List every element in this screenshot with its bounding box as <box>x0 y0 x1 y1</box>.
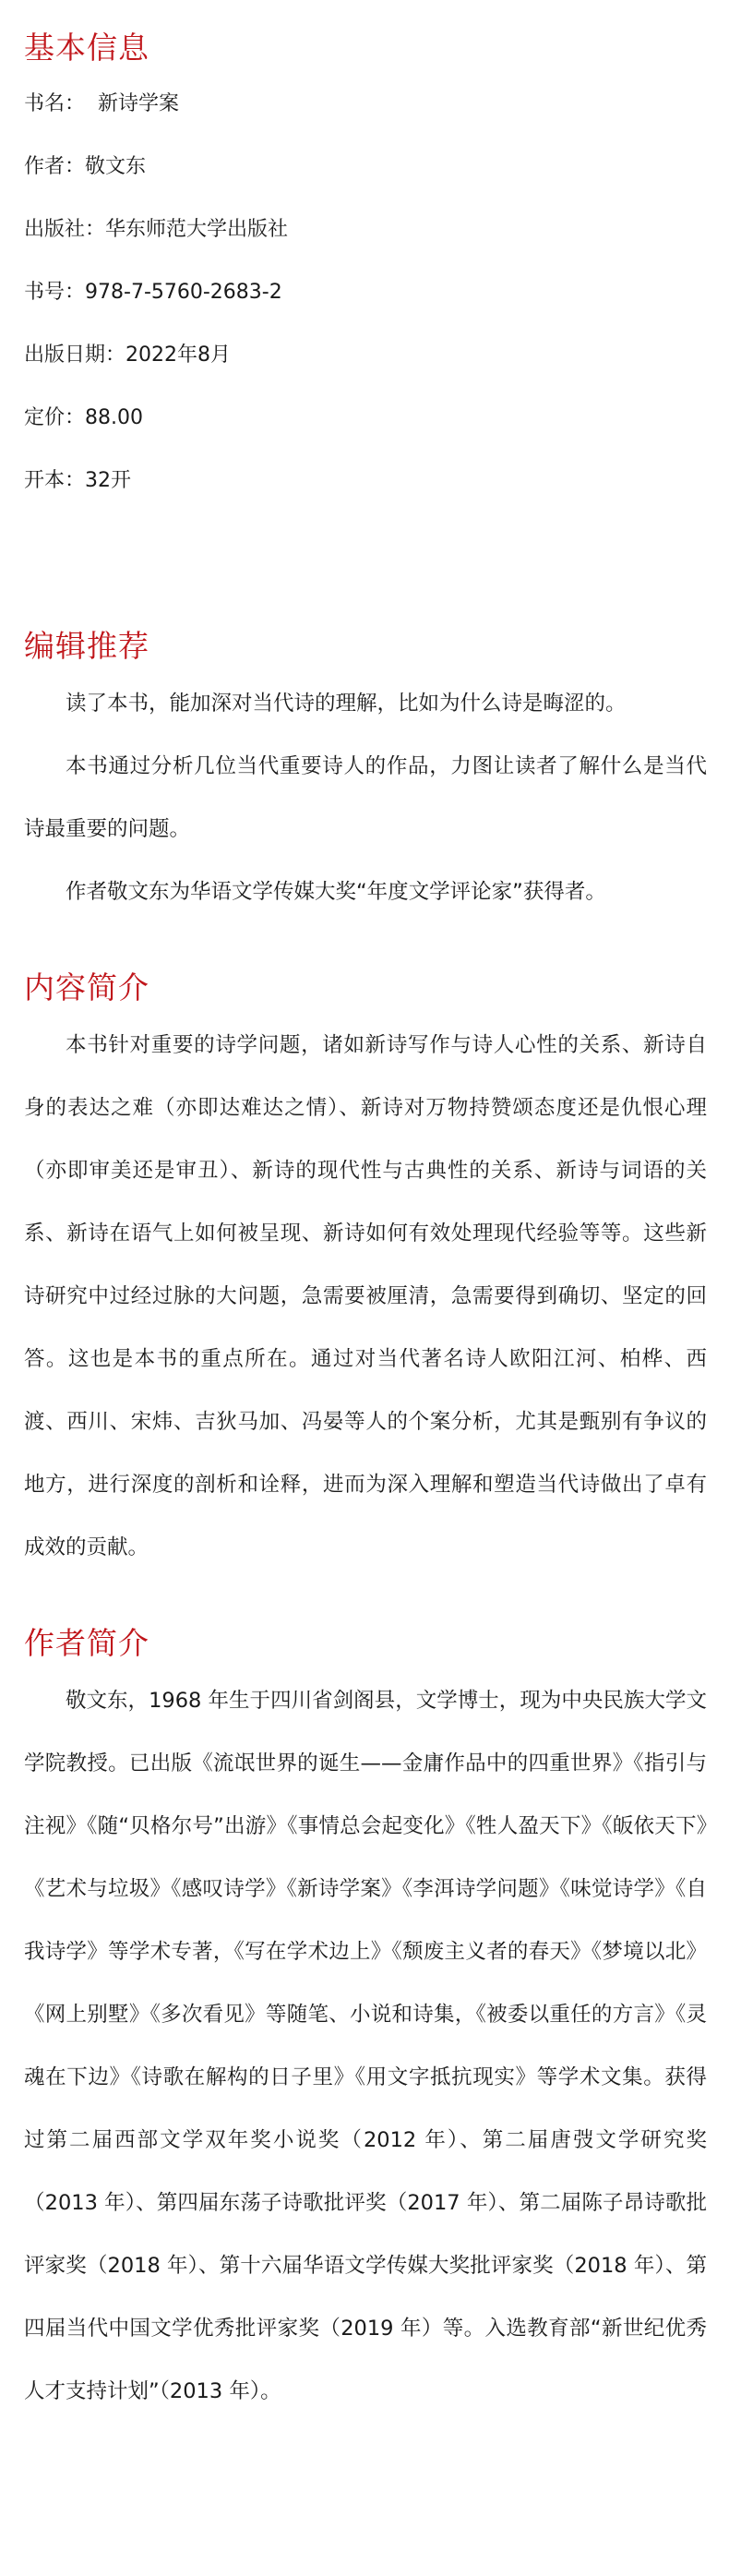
info-row-format <box>24 467 707 495</box>
info-row-publisher <box>24 216 707 244</box>
info-label: 出版社： <box>24 218 106 241</box>
info-row-author <box>24 153 707 181</box>
info-label: 定价： <box>24 406 86 429</box>
info-value: 华东师范大学出版社 <box>105 218 289 241</box>
content-summary-body <box>24 1014 707 1579</box>
summary-paragraph: 本书针对重要的诗学问题，诸如新诗写作与诗人心性的关系、新诗自身的表达之难（亦即达难达之情）、新诗对万物持赞颂态度还是仇恨心理（亦即审美还是审丑）、新诗的现代性与古典性的关系、新诗与词语的关系、新诗在语气上如何被呈现、新诗如何有效处理现代经验等等。这些新诗研究中过经过脉的大问题，急需要被厘清，急需要得到确切、坚定的回答。这也是本书的重点所在。通过对当代著名诗人欧阳江河、柏桦、西渡、西川、宋炜、吉狄马加、冯晏等人的个案分析，尤其是甄别有争议的地方，进行深度的剖析和诠释，进而为深入理解和塑造当代诗做出了卓有成效的贡献。 <box>24 1033 707 1559</box>
basic-info-list <box>24 90 707 495</box>
editor-recommend-section <box>24 626 707 923</box>
author-paragraph: 敬文东，1968 年生于四川省剑阁县，文学博士，现为中央民族大学文学院教授。已出版《流氓世界的诞生——金庸作品中的四重世界》《指引与注视》《随“贝格尔号”出游》《事情总会起变化》《牲人盈天下》《皈依天下》《艺术与垃圾》《感叹诗学》《新诗学案》《李洱诗学问题》《味觉诗学》《自我诗学》等学术专著，《写在学术边上》《颓废主义者的春天》《梦境以北》《网上别墅》《多次看见》等随笔、小说和诗集，《被委以重任的方言》《灵魂在下边》《诗歌在解构的日子里》《用文字抵抗现实》等学术文集。获得过第二届西部文学双年奖小说奖（2012 年）、第二届唐弢文学研究奖（2013 年）、第四届东荡子诗歌批评奖（2017 年）、第二届陈子昂诗歌批评家奖（2018 年）、第十六届华语文学传媒大奖批评家奖（2018 年）、第四届当代中国文学优秀批评家奖（2019 年）等。入选教育部“新世纪优秀人才支持计划”（2013 年）。 <box>24 1689 707 2403</box>
recommend-paragraph: 作者敬文东为华语文学传媒大奖“年度文学评论家”获得者。 <box>66 880 606 904</box>
author-intro-body <box>24 1669 707 2423</box>
editor-recommend-body <box>24 672 707 923</box>
content-summary-section <box>24 968 707 1579</box>
basic-info-heading: 基本信息 <box>24 30 149 66</box>
recommend-paragraph: 本书通过分析几位当代重要诗人的作品，力图让读者了解什么是当代诗最重要的问题。 <box>24 754 707 841</box>
author-intro-heading: 作者简介 <box>24 1625 149 1661</box>
info-label: 书号： <box>24 281 86 304</box>
info-label: 作者： <box>24 155 86 178</box>
basic-info-section <box>24 28 707 582</box>
info-label: 书名： <box>24 92 86 115</box>
info-row-publish-date <box>24 342 707 369</box>
info-row-price <box>24 404 707 432</box>
editor-recommend-heading: 编辑推荐 <box>24 628 149 664</box>
info-value: 新诗学案 <box>85 92 180 115</box>
info-value: 敬文东 <box>85 155 147 178</box>
info-label: 开本： <box>24 469 86 492</box>
info-value: 2022年8月 <box>125 343 232 367</box>
info-row-isbn <box>24 279 707 307</box>
recommend-paragraph: 读了本书，能加深对当代诗的理解，比如为什么诗是晦涩的。 <box>66 692 627 716</box>
content-summary-heading: 内容简介 <box>24 969 149 1005</box>
info-row-title <box>24 90 707 118</box>
info-value: 88.00 <box>85 406 143 429</box>
info-value: 32开 <box>85 469 132 492</box>
info-label: 出版日期： <box>24 343 126 367</box>
info-value: 978-7-5760-2683-2 <box>85 281 282 304</box>
author-intro-section <box>24 1623 707 2423</box>
